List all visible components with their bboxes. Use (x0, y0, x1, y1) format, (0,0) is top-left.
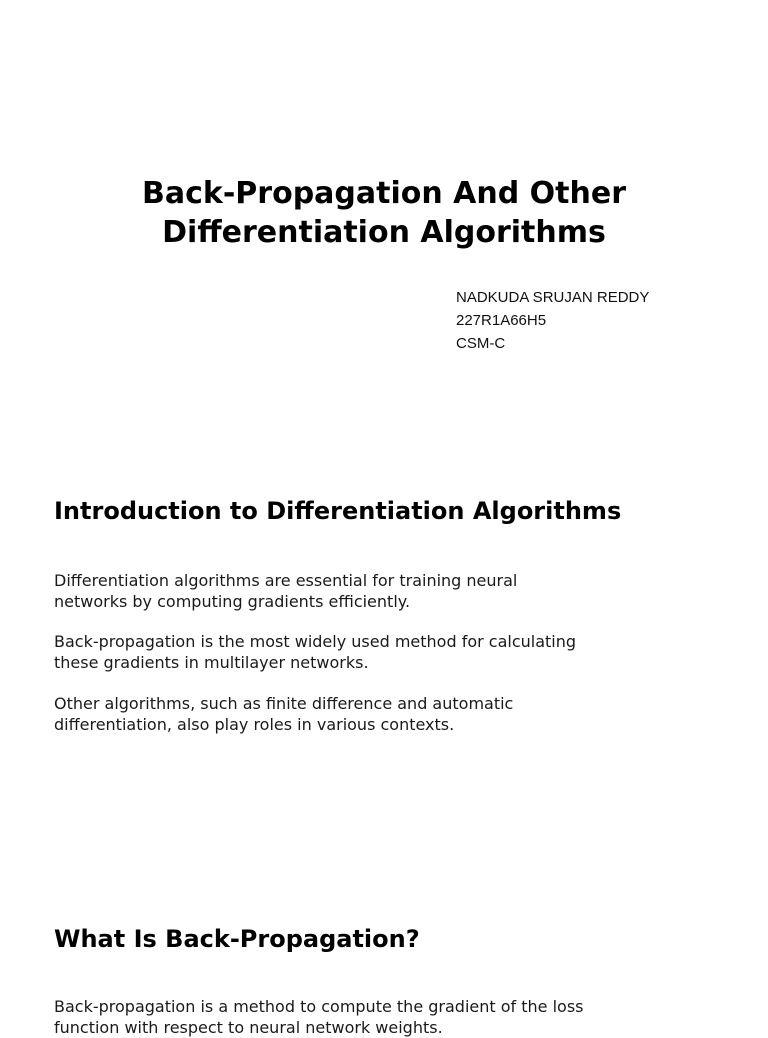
intro-paragraph-2 (54, 631, 654, 673)
document-title (0, 174, 768, 252)
backprop-paragraph-1 (54, 996, 654, 1038)
intro-paragraph-3-line-1: Other algorithms, such as finite difference and automatic (54, 694, 514, 713)
author-block (456, 286, 649, 355)
title-line-1: Back-Propagation And Other (142, 176, 626, 211)
backprop-paragraph-1-line-1: Back-propagation is a method to compute the gradient of the loss (54, 997, 584, 1016)
intro-paragraph-1-line-1: Differentiation algorithms are essential for training neural (54, 571, 518, 590)
intro-paragraph-2-line-2: these gradients in multilayer networks. (54, 653, 369, 672)
backprop-paragraph-1-line-2: function with respect to neural network weights. (54, 1018, 443, 1037)
author-name: NADKUDA SRUJAN REDDY (456, 289, 650, 306)
intro-paragraph-3-line-2: differentiation, also play roles in various contexts. (54, 715, 455, 734)
section-heading-back-propagation: What Is Back-Propagation? (54, 925, 420, 953)
intro-paragraph-3 (54, 693, 654, 735)
author-section: CSM-C (456, 335, 506, 352)
intro-paragraph-1 (54, 570, 654, 612)
title-line-2: Differentiation Algorithms (162, 215, 606, 250)
intro-paragraph-1-line-2: networks by computing gradients efficiently. (54, 592, 411, 611)
author-roll-number: 227R1A66H5 (456, 312, 547, 329)
section-heading-introduction: Introduction to Differentiation Algorithms (54, 497, 622, 525)
intro-paragraph-2-line-1: Back-propagation is the most widely used method for calculating (54, 632, 577, 651)
